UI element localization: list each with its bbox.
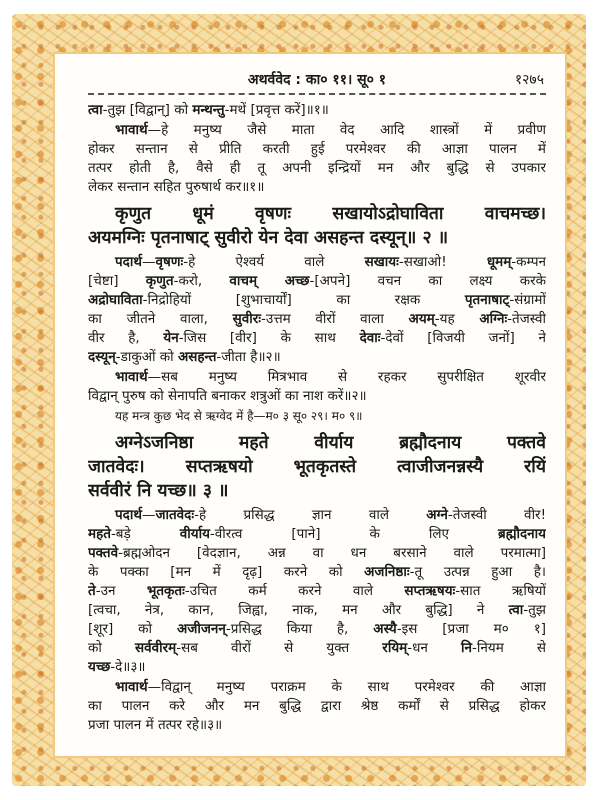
bold-term: पृतनाषाट् [464, 292, 510, 308]
text-line [88, 525, 546, 544]
text-line [88, 601, 546, 620]
text-line [88, 202, 546, 226]
text-line [88, 226, 546, 250]
text-line [88, 407, 546, 426]
bold-term: अस्यै [373, 621, 397, 637]
text-run: -कम्पन [511, 254, 546, 270]
text-run: -इस [प्रजा म० १] [396, 621, 546, 637]
text-run: -जीता है॥२॥ [216, 349, 281, 365]
text-run: -उन [95, 583, 147, 599]
text-run: — [141, 254, 156, 270]
running-title: अथर्ववेद : का० ११। सू० १ [247, 72, 387, 88]
text-run: -उचित कर्म करने वाले [184, 583, 405, 599]
text-run: — [141, 507, 156, 523]
text-run: -जिस [वीर] के साथ [178, 330, 360, 346]
bold-term: धूमम् [486, 254, 512, 270]
bold-term: येन [163, 330, 179, 346]
bold-term: वीर्याय [179, 526, 210, 542]
text-run: [चेष्टा] [88, 273, 146, 289]
bold-term: पदार्थ [115, 254, 142, 270]
text-run: सर्ववीरं नि यच्छ॥ ३ ॥ [88, 481, 229, 501]
text-line [88, 291, 546, 310]
text-run: -यह [434, 311, 480, 327]
text-line [88, 159, 546, 178]
paragraph [88, 101, 546, 120]
text-run: -तू उत्पन्न हुआ है। [409, 564, 546, 580]
paragraph [88, 121, 546, 197]
bold-term: सखायः [364, 254, 399, 270]
page-number: १२७५ [514, 72, 544, 88]
bold-term: सर्ववीरम् [134, 640, 177, 656]
text-run: -करो, [173, 273, 230, 289]
text-run: लेकर सन्तान सहित पुरुषार्थ कर॥१॥ [88, 179, 265, 195]
text-run: होकर सन्तान से प्रीति करती हुई परमेश्वर की आज्ञा पालन में [88, 141, 546, 157]
text-run: —विद्वान् मनुष्य पराक्रम के साथ परमेश्वर की आज्ञा [147, 679, 546, 695]
bold-term: वृषणः [155, 254, 184, 270]
text-run: के पक्का [मन में दृढ़] करने को [88, 564, 365, 580]
text-line [88, 455, 546, 479]
text-line [88, 253, 546, 272]
text-run: -सात ऋषियों [455, 583, 546, 599]
text-line [88, 697, 546, 716]
bold-term: त्वा [88, 102, 103, 118]
paragraph [88, 368, 546, 406]
bold-term: नि [461, 640, 472, 656]
text-line [88, 368, 546, 387]
text-run: यह मन्त्र कुछ भेद से ऋग्वेद में है—म० ३ सू० २९। म० ९॥ [115, 409, 363, 423]
text-run: -संग्रामों [509, 292, 546, 308]
text-run: -प्रसिद्ध किया है, [225, 621, 374, 637]
bold-term: दस्यून् [88, 349, 116, 365]
bold-term: मन्थन्तु [192, 102, 225, 118]
bold-term: यच्छ [88, 659, 111, 675]
bold-term: अद्रोघाविता [88, 292, 143, 308]
bold-term: अजीजनन् [177, 621, 226, 637]
bold-term: अग्निः [479, 311, 508, 327]
bold-term: ते [88, 583, 96, 599]
text-run: -हे प्रसिद्ध ज्ञान वाले [194, 507, 427, 523]
text-line [88, 563, 546, 582]
text-run: [त्वचा, नेत्र, कान, जिह्वा, नाक, मन और बुद्धि] ने [88, 602, 509, 618]
text-line [88, 658, 546, 677]
bold-term: रयिम् [382, 640, 408, 656]
text-run: का जीतने वाला, [88, 311, 233, 327]
paragraph [88, 253, 546, 367]
bold-term: ब्रह्मौदनाय [498, 526, 546, 542]
mantra-verse [88, 431, 546, 503]
text-line [88, 121, 546, 140]
bold-term: पदार्थ [115, 507, 142, 523]
text-run: [शूर] को [88, 621, 177, 637]
text-run: -वीरत्व [पाने] के लिए [209, 526, 498, 542]
bold-term: वाचम् अच्छ [229, 273, 310, 289]
text-line [88, 387, 546, 406]
text-line [88, 101, 546, 120]
text-run: -नियम से [472, 640, 546, 656]
text-run: -निद्रोहियों [शुभाचार्यों] का रक्षक [142, 292, 465, 308]
text-run: -मथें [प्रवृत्त करें]॥१॥ [224, 102, 329, 118]
text-line [88, 582, 546, 601]
bold-term: त्वा [508, 602, 524, 618]
text-line [88, 544, 546, 563]
page-content [88, 101, 546, 736]
bold-term: अग्ने [426, 507, 448, 523]
text-line [88, 329, 546, 348]
text-run: —सब मनुष्य मित्रभाव से रहकर सुपरीक्षित शूरवीर [147, 369, 546, 385]
text-run: -तेजस्वी [507, 311, 546, 327]
bold-term: भावार्थ [115, 369, 148, 385]
text-run: —हे मनुष्य जैसे माता वेद आदि शास्त्रों में प्रवीण [147, 122, 546, 138]
text-run: -हे ऐश्वर्य वाले [183, 254, 365, 270]
bold-term: पक्तवे [88, 545, 119, 561]
bold-term: अजनिष्ठाः [364, 564, 410, 580]
text-line [88, 479, 546, 503]
text-line [88, 506, 546, 525]
text-line [88, 140, 546, 159]
text-run: -ब्रह्मओदन [वेदज्ञान, अन्न वा धन बरसाने वाले परमात्मा] [118, 545, 546, 561]
bold-term: सुवीरः [232, 311, 262, 327]
text-run: -तुझ [523, 602, 546, 618]
bold-term: भूतकृतः [146, 583, 185, 599]
bold-term: भावार्थ [115, 679, 148, 695]
reference-note [88, 407, 546, 426]
text-line [88, 310, 546, 329]
text-line [88, 272, 546, 291]
text-run: -तेजस्वी वीर! [447, 507, 546, 523]
text-line [88, 639, 546, 658]
text-run: का पालन करे और मन बुद्धि द्वारा श्रेष्ठ कर्मों से प्रसिद्ध होकर [88, 698, 546, 714]
text-run: -सखाओ! [398, 254, 487, 270]
text-line [88, 348, 546, 367]
text-run: -बड़े [110, 526, 180, 542]
text-run: तत्पर होती है, वैसे ही तू अपनी इन्द्रियों मन और बुद्धि से उपकार [88, 160, 546, 176]
text-run: जातवेदः। सप्तऋषयो भूतकृतस्ते त्वाजीजनन्नस्यै रयिं [88, 457, 546, 477]
text-line [88, 678, 546, 697]
paragraph [88, 506, 546, 677]
text-run: अयमग्निः पृतनाषाट् सुवीरो येन देवा असहन्त दस्यून्॥ २ ॥ [88, 228, 449, 248]
bold-term: महते [88, 526, 111, 542]
running-header [88, 70, 546, 90]
text-run: -उत्तम वीरों वाला [261, 311, 409, 327]
header-divider [88, 93, 546, 95]
bold-term: देवाः [359, 330, 381, 346]
text-line [88, 431, 546, 455]
bold-term: अयम् [408, 311, 435, 327]
text-run: कृणुत धूमं वृषणः सखायोऽद्रोघाविता वाचमच्छ। [115, 204, 546, 224]
text-line [88, 178, 546, 197]
text-run: -दे॥३॥ [110, 659, 146, 675]
text-run: -[अपने] वचन का लक्ष्य करके [309, 273, 546, 289]
text-line [88, 716, 546, 735]
text-line [88, 620, 546, 639]
bold-term: भावार्थ [115, 122, 148, 138]
bold-term: कृणुत [145, 273, 174, 289]
text-run: -तुझ [विद्वान्] को [102, 102, 193, 118]
text-run: को [88, 640, 135, 656]
paragraph [88, 678, 546, 735]
text-run: अग्नेऽजनिष्ठा महते वीर्याय ब्रह्मौदनाय पक्तवे [115, 433, 546, 453]
text-run: -देवों [विजयी जनों] ने [380, 330, 546, 346]
mantra-verse [88, 202, 546, 250]
text-run: प्रजा पालन में तत्पर रहे॥३॥ [88, 717, 223, 733]
bold-term: सप्तऋषयः [404, 583, 456, 599]
bold-term: असहन्त [177, 349, 217, 365]
text-run: -सब वीरों से युक्त [176, 640, 383, 656]
text-run: वीर है, [88, 330, 164, 346]
text-run: -धन [407, 640, 461, 656]
text-run: -डाकुओं को [115, 349, 178, 365]
bold-term: जातवेदः [155, 507, 195, 523]
text-run: विद्वान् पुरुष को सेनापति बनाकर शत्रुओं का नाश करें॥२॥ [88, 388, 367, 404]
